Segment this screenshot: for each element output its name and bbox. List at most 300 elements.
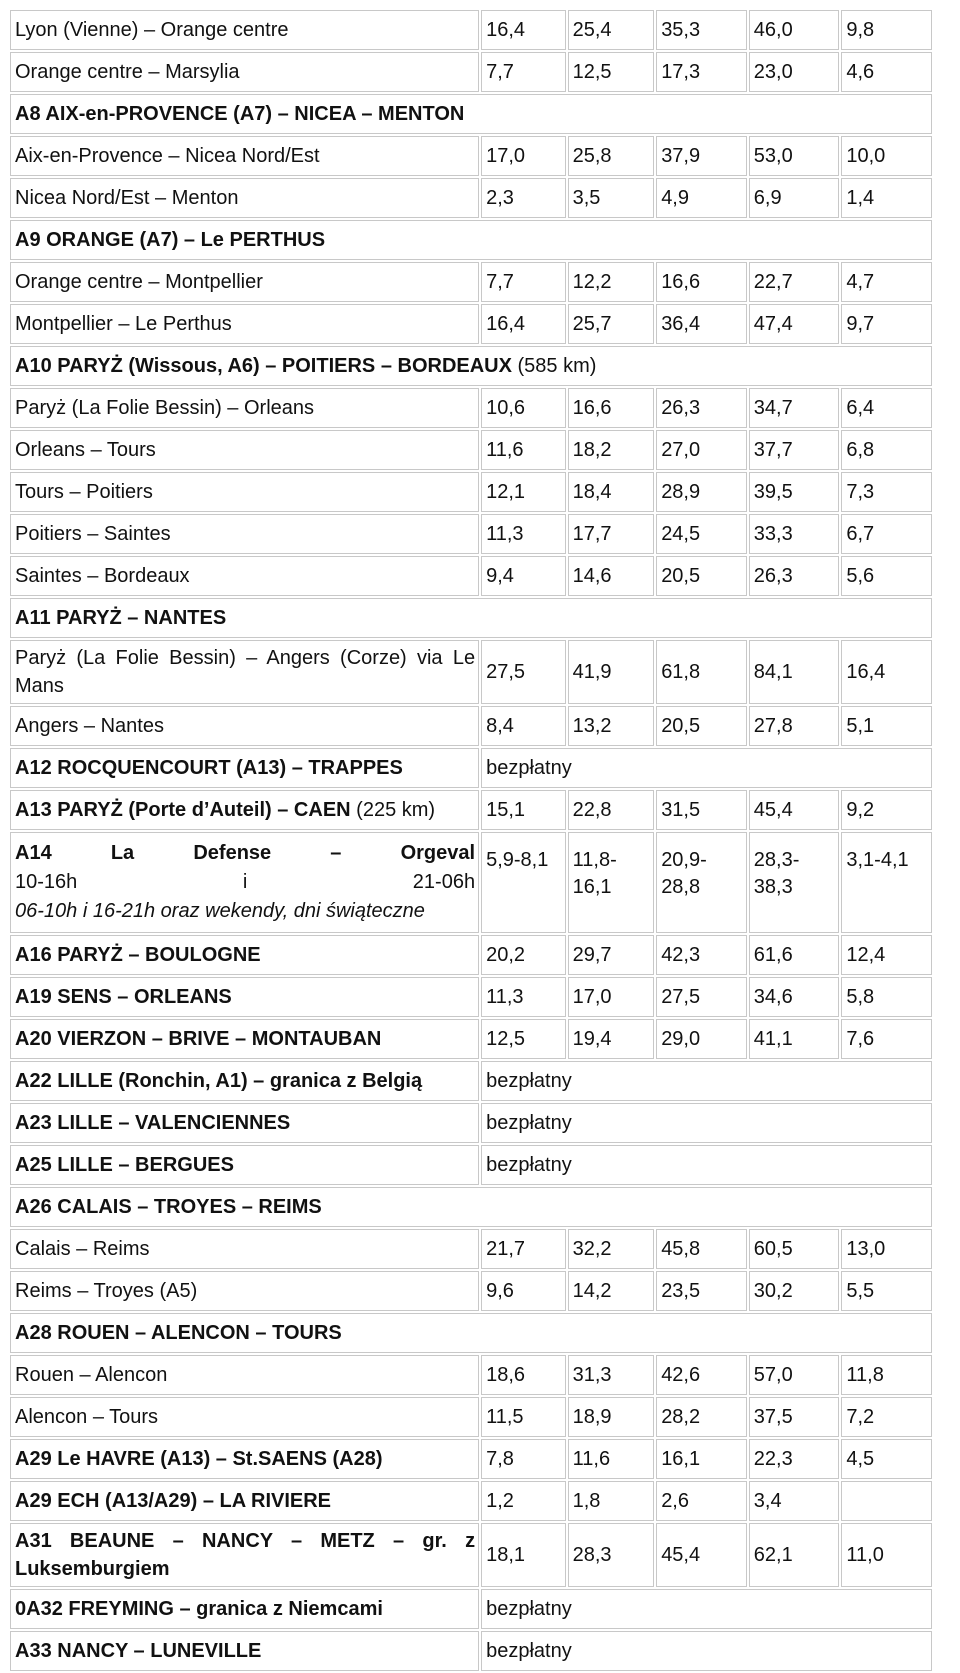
section-header-row	[10, 220, 932, 260]
route-name: Lyon (Vienne) – Orange centre	[15, 19, 289, 41]
toll-value-cell	[568, 832, 655, 933]
toll-value-cell	[656, 1397, 747, 1437]
toll-value-cell	[656, 10, 747, 50]
toll-value-cell	[656, 1019, 747, 1059]
toll-value: 16,4	[846, 661, 886, 683]
toll-value-cell	[481, 514, 566, 554]
toll-value-cell	[749, 1439, 840, 1479]
route-row	[10, 706, 932, 746]
toll-value-cell	[481, 178, 566, 218]
free-route-row	[10, 748, 932, 788]
toll-value: 9,2	[846, 799, 875, 821]
toll-value-cell	[656, 706, 747, 746]
free-route-row	[10, 1589, 932, 1629]
route-name-cell	[10, 935, 479, 975]
toll-value-cell	[656, 1271, 747, 1311]
route-row	[10, 388, 932, 428]
route-row	[10, 1019, 932, 1059]
route-name-cell	[10, 430, 479, 470]
toll-value-cell	[656, 388, 747, 428]
route-name: A23 LILLE – VALENCIENNES	[15, 1112, 291, 1134]
toll-value: 17,0	[572, 986, 612, 1008]
section-header-cell	[10, 94, 932, 134]
toll-value-cell	[841, 388, 932, 428]
route-name: Orleans – Tours	[15, 439, 156, 461]
toll-value: 29,0	[661, 1028, 701, 1050]
section-title: A9 ORANGE (A7) – Le PERTHUS	[15, 229, 326, 251]
toll-value: 23,0	[753, 61, 793, 83]
toll-value-cell	[481, 1019, 566, 1059]
toll-value: 4,9	[661, 187, 689, 209]
route-name: Poitiers – Saintes	[15, 523, 171, 545]
toll-value: 11,0	[846, 1544, 884, 1566]
toll-value: 7,7	[486, 61, 514, 83]
toll-value-cell	[656, 556, 747, 596]
toll-value: 5,1	[846, 715, 875, 737]
toll-value: 29,7	[572, 944, 612, 966]
section-header-cell	[10, 220, 932, 260]
toll-value-cell	[841, 640, 932, 704]
toll-value: 7,7	[486, 271, 514, 293]
toll-value-cell	[749, 388, 840, 428]
free-note-cell	[481, 1103, 932, 1143]
route-name: Aix-en-Provence – Nicea Nord/Est	[15, 145, 320, 167]
toll-value: 24,5	[661, 523, 701, 545]
toll-value-cell	[656, 1229, 747, 1269]
toll-value-cell	[656, 430, 747, 470]
toll-value-cell	[656, 472, 747, 512]
toll-value-cell	[481, 1481, 566, 1521]
toll-value: 36,4	[661, 313, 701, 335]
toll-value: 61,6	[753, 944, 793, 966]
toll-value: 28,3	[572, 1544, 612, 1566]
toll-value-cell	[749, 1019, 840, 1059]
toll-value: 16,4	[486, 19, 526, 41]
toll-value-cell	[749, 790, 840, 830]
toll-value-cell	[568, 472, 655, 512]
route-name: A29 ECH (A13/A29) – LA RIVIERE	[15, 1490, 332, 1512]
toll-value-cell	[749, 832, 840, 933]
toll-value-cell	[841, 472, 932, 512]
toll-value-cell	[568, 1229, 655, 1269]
route-name-cell	[10, 178, 479, 218]
toll-value-cell	[568, 136, 655, 176]
toll-value: 25,7	[572, 313, 612, 335]
toll-value: 12,5	[572, 61, 612, 83]
toll-value-cell	[841, 430, 932, 470]
toll-value-cell	[749, 1481, 840, 1521]
toll-value: 15,1	[486, 799, 526, 821]
toll-value: 84,1	[753, 661, 793, 683]
toll-value-cell	[568, 10, 655, 50]
toll-value-cell	[749, 514, 840, 554]
toll-value: 30,2	[753, 1280, 793, 1302]
toll-value-cell	[749, 1271, 840, 1311]
toll-value: 18,4	[572, 481, 612, 503]
free-note-cell	[481, 1589, 932, 1629]
route-name-cell	[10, 1103, 479, 1143]
route-row	[10, 977, 932, 1017]
toll-value: 11,3	[486, 986, 524, 1008]
toll-value: 28,3-38,3	[753, 849, 800, 898]
route-name-cell	[10, 1145, 479, 1185]
free-note: bezpłatny	[486, 1154, 572, 1176]
toll-value: 18,1	[486, 1544, 526, 1566]
route-name-cell	[10, 136, 479, 176]
section-header-cell	[10, 598, 932, 638]
toll-value-cell	[481, 556, 566, 596]
toll-value: 18,9	[572, 1406, 612, 1428]
toll-value: 20,9-28,8	[661, 849, 707, 898]
route-name-cell	[10, 304, 479, 344]
toll-value-cell	[656, 977, 747, 1017]
toll-value: 32,2	[572, 1238, 612, 1260]
toll-value: 12,4	[846, 944, 886, 966]
toll-value-cell	[749, 136, 840, 176]
toll-value: 61,8	[661, 661, 701, 683]
toll-value: 20,2	[486, 944, 526, 966]
free-note: bezpłatny	[486, 757, 572, 779]
route-row	[10, 935, 932, 975]
toll-value: 25,8	[572, 145, 612, 167]
toll-value: 13,2	[572, 715, 612, 737]
toll-value: 26,3	[753, 565, 793, 587]
route-row	[10, 262, 932, 302]
route-name-cell	[10, 748, 479, 788]
route-row	[10, 136, 932, 176]
toll-value: 45,4	[753, 799, 793, 821]
route-name: Reims – Troyes (A5)	[15, 1280, 198, 1302]
toll-value: 7,8	[486, 1448, 514, 1470]
toll-value: 3,1-4,1	[846, 849, 909, 871]
toll-value: 57,0	[753, 1364, 793, 1386]
toll-value-cell	[841, 1229, 932, 1269]
toll-value: 31,5	[661, 799, 701, 821]
toll-value: 5,5	[846, 1280, 875, 1302]
route-name: Orange centre – Montpellier	[15, 271, 263, 293]
toll-value-cell	[841, 304, 932, 344]
toll-value-cell	[841, 1355, 932, 1395]
toll-value-cell	[481, 1397, 566, 1437]
toll-value: 3,4	[753, 1490, 782, 1512]
section-title: A26 CALAIS – TROYES – REIMS	[15, 1196, 322, 1218]
route-name-cell	[10, 1523, 479, 1587]
route-name: Nicea Nord/Est – Menton	[15, 187, 239, 209]
toll-value-cell	[656, 136, 747, 176]
toll-value-cell	[841, 52, 932, 92]
route-name-cell	[10, 1061, 479, 1101]
toll-value-cell	[656, 1439, 747, 1479]
toll-value-cell	[656, 640, 747, 704]
toll-value-cell	[568, 1481, 655, 1521]
route-name-cell	[10, 640, 479, 704]
section-title: A8 AIX-en-PROVENCE (A7) – NICEA – MENTON	[15, 103, 465, 125]
toll-value-cell	[656, 304, 747, 344]
route-row	[10, 304, 932, 344]
toll-value-cell	[841, 1271, 932, 1311]
toll-value: 11,8	[846, 1364, 884, 1386]
toll-value: 45,4	[661, 1544, 701, 1566]
toll-value: 11,3	[486, 523, 524, 545]
route-name: Saintes – Bordeaux	[15, 565, 190, 587]
toll-value: 62,1	[753, 1544, 793, 1566]
route-name: Alencon – Tours	[15, 1406, 159, 1428]
toll-table-container	[8, 8, 934, 1673]
free-note-cell	[481, 1061, 932, 1101]
toll-value: 16,6	[661, 271, 701, 293]
toll-value: 33,3	[753, 523, 793, 545]
toll-value: 21,7	[486, 1238, 526, 1260]
toll-value: 17,7	[572, 523, 612, 545]
toll-value: 14,6	[572, 565, 612, 587]
route-name: Paryż (La Folie Bessin) – Orleans	[15, 397, 315, 419]
toll-value: 2,6	[661, 1490, 689, 1512]
toll-value: 9,7	[846, 313, 875, 335]
section-length: (585 km)	[511, 355, 597, 377]
route-row	[10, 514, 932, 554]
variable-toll-row	[10, 832, 932, 933]
route-name-cell	[10, 1439, 479, 1479]
toll-value: 37,5	[753, 1406, 793, 1428]
route-name-cell	[10, 1481, 479, 1521]
route-name: A13 PARYŻ (Porte d’Auteil) – CAEN	[15, 799, 351, 821]
toll-value-cell	[568, 706, 655, 746]
toll-value: 47,4	[753, 313, 793, 335]
free-note: bezpłatny	[486, 1640, 572, 1662]
toll-value: 7,3	[846, 481, 875, 503]
toll-value-cell	[841, 977, 932, 1017]
toll-value: 17,3	[661, 61, 701, 83]
toll-value: 9,6	[486, 1280, 514, 1302]
toll-value-cell	[568, 977, 655, 1017]
toll-value: 35,3	[661, 19, 701, 41]
toll-value: 22,3	[753, 1448, 793, 1470]
toll-value: 7,6	[846, 1028, 875, 1050]
toll-value-cell	[656, 1355, 747, 1395]
toll-value-cell	[749, 1355, 840, 1395]
toll-value-cell	[656, 1481, 747, 1521]
toll-value: 9,8	[846, 19, 875, 41]
toll-value-cell	[568, 935, 655, 975]
route-name: Orange centre – Marsylia	[15, 61, 240, 83]
toll-value: 34,6	[753, 986, 793, 1008]
toll-value: 41,1	[753, 1028, 793, 1050]
toll-value: 14,2	[572, 1280, 612, 1302]
toll-value-cell	[568, 1355, 655, 1395]
toll-value: 45,8	[661, 1238, 701, 1260]
route-name-cell	[10, 52, 479, 92]
free-route-row	[10, 1103, 932, 1143]
toll-value: 4,5	[846, 1448, 875, 1470]
free-note-cell	[481, 748, 932, 788]
toll-value-cell	[749, 262, 840, 302]
toll-value-cell	[568, 304, 655, 344]
toll-value-cell	[749, 640, 840, 704]
toll-value: 16,1	[661, 1448, 701, 1470]
toll-value: 53,0	[753, 145, 793, 167]
toll-value: 5,6	[846, 565, 875, 587]
toll-value: 37,7	[753, 439, 793, 461]
route-name: Paryż (La Folie Bessin) – Angers (Corze) via Le Mans	[15, 647, 476, 697]
toll-value-cell	[749, 556, 840, 596]
toll-value-cell	[481, 262, 566, 302]
toll-value: 6,7	[846, 523, 875, 545]
toll-value-cell	[749, 977, 840, 1017]
toll-value: 13,0	[846, 1238, 886, 1260]
toll-value-cell	[481, 706, 566, 746]
toll-value: 18,6	[486, 1364, 526, 1386]
route-name-cell	[10, 262, 479, 302]
toll-value-cell	[481, 1523, 566, 1587]
toll-value-cell	[481, 935, 566, 975]
toll-value-cell	[841, 832, 932, 933]
toll-value: 12,1	[486, 481, 526, 503]
toll-value-cell	[568, 1271, 655, 1311]
route-name-cell	[10, 790, 479, 830]
toll-value: 10,6	[486, 397, 526, 419]
toll-value-cell	[656, 514, 747, 554]
route-row	[10, 472, 932, 512]
toll-value: 42,6	[661, 1364, 701, 1386]
section-header-cell	[10, 1313, 932, 1353]
route-name: A25 LILLE – BERGUES	[15, 1154, 234, 1176]
toll-value-cell	[481, 472, 566, 512]
toll-table-body	[10, 10, 932, 1671]
route-row	[10, 1229, 932, 1269]
toll-value-cell	[481, 52, 566, 92]
section-header-cell	[10, 346, 932, 386]
toll-value: 26,3	[661, 397, 701, 419]
toll-value-cell	[481, 388, 566, 428]
route-length: (225 km)	[350, 799, 436, 821]
toll-table	[8, 8, 934, 1673]
free-route-row	[10, 1145, 932, 1185]
toll-value: 3,5	[572, 187, 601, 209]
section-header-row	[10, 1187, 932, 1227]
toll-value: 11,6	[572, 1448, 611, 1470]
toll-value-cell	[841, 790, 932, 830]
toll-value: 10,0	[846, 145, 886, 167]
toll-value: 19,4	[572, 1028, 612, 1050]
toll-value: 1,4	[846, 187, 875, 209]
toll-value-cell	[749, 935, 840, 975]
toll-value: 18,2	[572, 439, 612, 461]
toll-value-cell	[568, 1019, 655, 1059]
toll-value: 11,6	[486, 439, 524, 461]
toll-value: 12,2	[572, 271, 612, 293]
toll-value-cell	[841, 1439, 932, 1479]
toll-value-cell	[749, 1397, 840, 1437]
toll-value: 16,6	[572, 397, 612, 419]
toll-value-cell	[568, 556, 655, 596]
toll-value: 17,0	[486, 145, 526, 167]
toll-value-cell	[841, 1397, 932, 1437]
toll-value-cell	[656, 935, 747, 975]
route-name: A22 LILLE (Ronchin, A1) – granica z Belgią	[15, 1070, 423, 1092]
route-row	[10, 1439, 932, 1479]
route-row	[10, 178, 932, 218]
toll-value: 27,8	[753, 715, 793, 737]
route-name: A14 La Defense – Orgeval	[15, 842, 476, 864]
route-name-cell	[10, 1631, 479, 1671]
free-note-cell	[481, 1631, 932, 1671]
toll-value: 28,9	[661, 481, 701, 503]
route-row	[10, 1523, 932, 1587]
toll-value-cell	[749, 706, 840, 746]
route-row	[10, 1481, 932, 1521]
route-name: Rouen – Alencon	[15, 1364, 168, 1386]
toll-value: 41,9	[572, 661, 612, 683]
toll-value-cell	[656, 832, 747, 933]
route-row	[10, 52, 932, 92]
toll-value-cell	[568, 52, 655, 92]
toll-value-cell	[749, 52, 840, 92]
toll-value: 12,5	[486, 1028, 526, 1050]
toll-value-cell	[749, 472, 840, 512]
route-row	[10, 1397, 932, 1437]
toll-value-cell	[568, 388, 655, 428]
section-title: A11 PARYŻ – NANTES	[15, 607, 227, 629]
toll-value-cell	[656, 1523, 747, 1587]
toll-value-cell	[568, 178, 655, 218]
route-name-cell	[10, 977, 479, 1017]
toll-value-cell	[749, 1523, 840, 1587]
toll-value-cell	[841, 1481, 932, 1521]
toll-value-cell	[481, 1229, 566, 1269]
route-name: A31 BEAUNE – NANCY – METZ – gr. z Luksemburgiem	[15, 1530, 476, 1580]
route-name-cell	[10, 832, 479, 933]
toll-value-cell	[841, 514, 932, 554]
toll-value: 1,8	[572, 1490, 601, 1512]
toll-value-cell	[841, 556, 932, 596]
toll-value-cell	[841, 136, 932, 176]
toll-value: 5,9-8,1	[486, 849, 549, 871]
toll-value-cell	[749, 304, 840, 344]
toll-value: 60,5	[753, 1238, 793, 1260]
route-name: Calais – Reims	[15, 1238, 150, 1260]
toll-value-cell	[481, 1271, 566, 1311]
toll-value: 6,9	[753, 187, 782, 209]
toll-value-cell	[749, 430, 840, 470]
route-name-cell	[10, 1397, 479, 1437]
toll-value-cell	[841, 935, 932, 975]
route-name-cell	[10, 10, 479, 50]
toll-value-cell	[568, 514, 655, 554]
toll-value-cell	[656, 262, 747, 302]
toll-value: 28,2	[661, 1406, 701, 1428]
toll-value-cell	[481, 640, 566, 704]
route-row	[10, 430, 932, 470]
route-row	[10, 640, 932, 704]
section-header-row	[10, 94, 932, 134]
toll-value: 9,4	[486, 565, 514, 587]
toll-value: 37,9	[661, 145, 701, 167]
toll-value-cell	[568, 262, 655, 302]
toll-value-cell	[481, 832, 566, 933]
toll-value: 8,4	[486, 715, 514, 737]
toll-value-cell	[841, 178, 932, 218]
peak-hours-note: 10-16h i 21-06h	[15, 871, 476, 893]
free-note: bezpłatny	[486, 1070, 572, 1092]
route-row	[10, 1355, 932, 1395]
offpeak-hours-note: 06-10h i 16-21h oraz wekendy, dni świąteczne	[15, 900, 425, 922]
toll-value: 34,7	[753, 397, 793, 419]
toll-value: 11,8-16,1	[572, 849, 617, 898]
route-name-cell	[10, 1589, 479, 1629]
route-name-cell	[10, 1271, 479, 1311]
toll-value-cell	[841, 706, 932, 746]
section-header-row	[10, 598, 932, 638]
